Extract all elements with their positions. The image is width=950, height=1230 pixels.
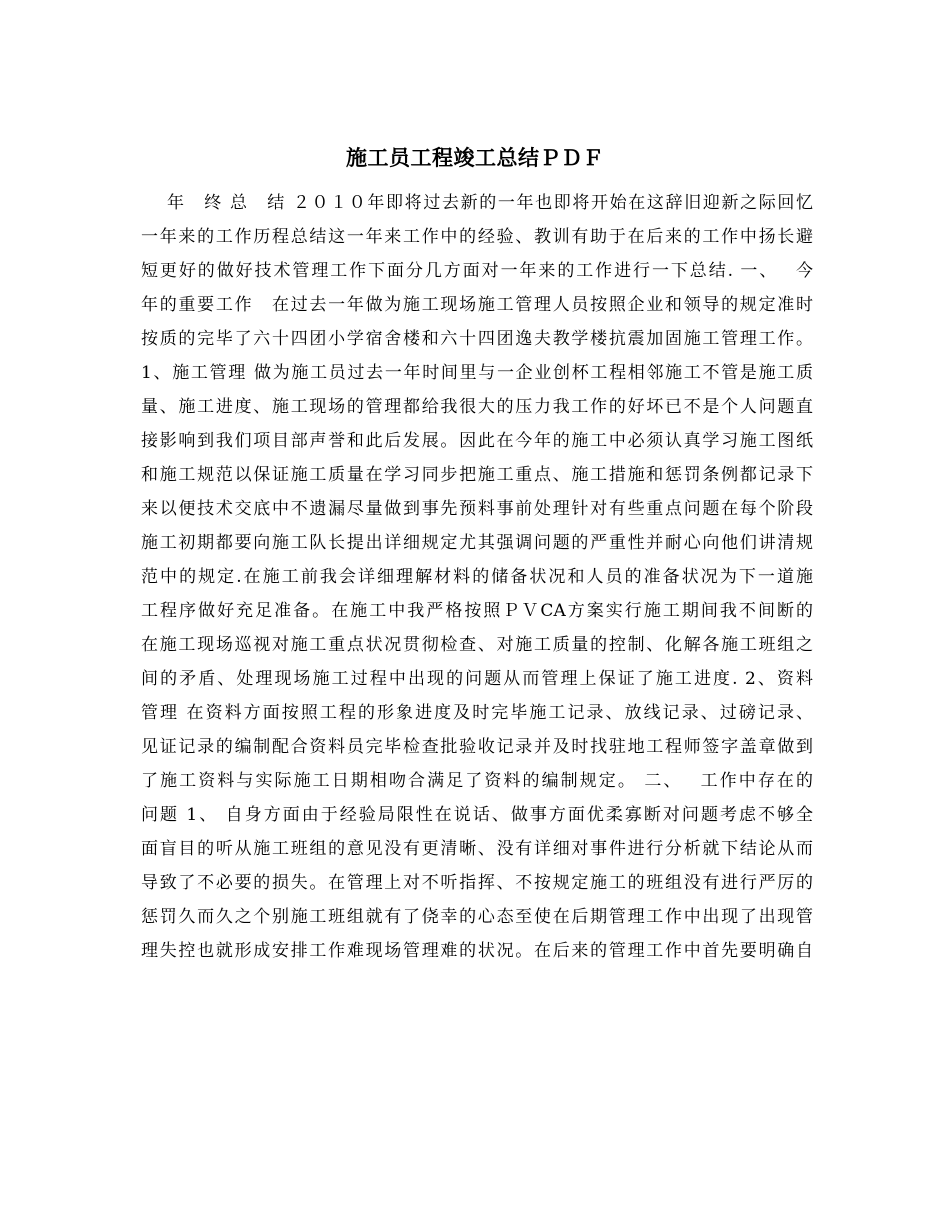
body-line: 施工初期都要向施工队长提出详细规定尤其强调问题的严重性并耐心向他们讲清规 (141, 533, 813, 553)
body-line: 导致了不必要的损失。在管理上对不听指挥、不按规定施工的班组没有进行严厉的 (141, 873, 813, 893)
body-line: 接影响到我们项目部声誉和此后发展。因此在今年的施工中必须认真学习施工图纸 (141, 431, 813, 451)
body-line: 1、施工管理 做为施工员过去一年时间里与一企业创杯工程相邻施工不管是施工质 (141, 363, 813, 383)
body-line: 面盲目的听从施工班组的意见没有更清晰、没有详细对事件进行分析就下结论从而 (141, 839, 813, 859)
body-line: 管理 在资料方面按照工程的形象进度及时完毕施工记录、放线记录、过磅记录、 (141, 703, 813, 723)
body-line: 量、施工进度、施工现场的管理都给我很大的压力我工作的好坏已不是个人问题直 (141, 397, 813, 417)
body-line: 一年来的工作历程总结这一年来工作中的经验、教训有助于在后来的工作中扬长避 (141, 227, 813, 247)
body-line: 见证记录的编制配合资料员完毕检查批验收记录并及时找驻地工程师签字盖章做到 (141, 737, 813, 757)
body-line: 范中的规定.在施工前我会详细理解材料的储备状况和人员的准备状况为下一道施 (141, 567, 813, 587)
body-line: 理失控也就形成安排工作难现场管理难的状况。在后来的管理工作中首先要明确自 (141, 941, 813, 961)
body-line: 间的矛盾、处理现场施工过程中出现的问题从而管理上保证了施工进度. 2、资料 (141, 669, 813, 689)
body-line: 在施工现场巡视对施工重点状况贯彻检查、对施工质量的控制、化解各施工班组之 (141, 635, 813, 655)
body-line: 和施工规范以保证施工质量在学习同步把施工重点、施工措施和惩罚条例都记录下 (141, 465, 813, 485)
body-line: 问题 1、 自身方面由于经验局限性在说话、做事方面优柔寡断对问题考虑不够全 (141, 805, 813, 825)
body-line: 年 终 总 结 ２０１０年即将过去新的一年也即将开始在这辞旧迎新之际回忆 (167, 193, 813, 213)
body-line: 年的重要工作 在过去一年做为施工现场施工管理人员按照企业和领导的规定准时 (141, 295, 813, 315)
body-line: 工程序做好充足准备。在施工中我严格按照ＰＶCA方案实行施工期间我不间断的 (141, 601, 813, 621)
document-title: 施工员工程竣工总结ＰＤＦ (346, 145, 604, 170)
body-line: 来以便技术交底中不遗漏尽量做到事先预料事前处理针对有些重点问题在每个阶段 (141, 499, 813, 519)
body-line: 惩罚久而久之个别施工班组就有了侥幸的心态至使在后期管理工作中出现了出现管 (141, 907, 813, 927)
document-body (141, 186, 813, 968)
body-line: 按质的完毕了六十四团小学宿舍楼和六十四团逸夫教学楼抗震加固施工管理工作。 (141, 329, 813, 349)
body-line: 了施工资料与实际施工日期相吻合满足了资料的编制规定。 二、 工作中存在的 (141, 771, 813, 791)
body-line: 短更好的做好技术管理工作下面分几方面对一年来的工作进行一下总结. 一、 今 (141, 261, 813, 281)
